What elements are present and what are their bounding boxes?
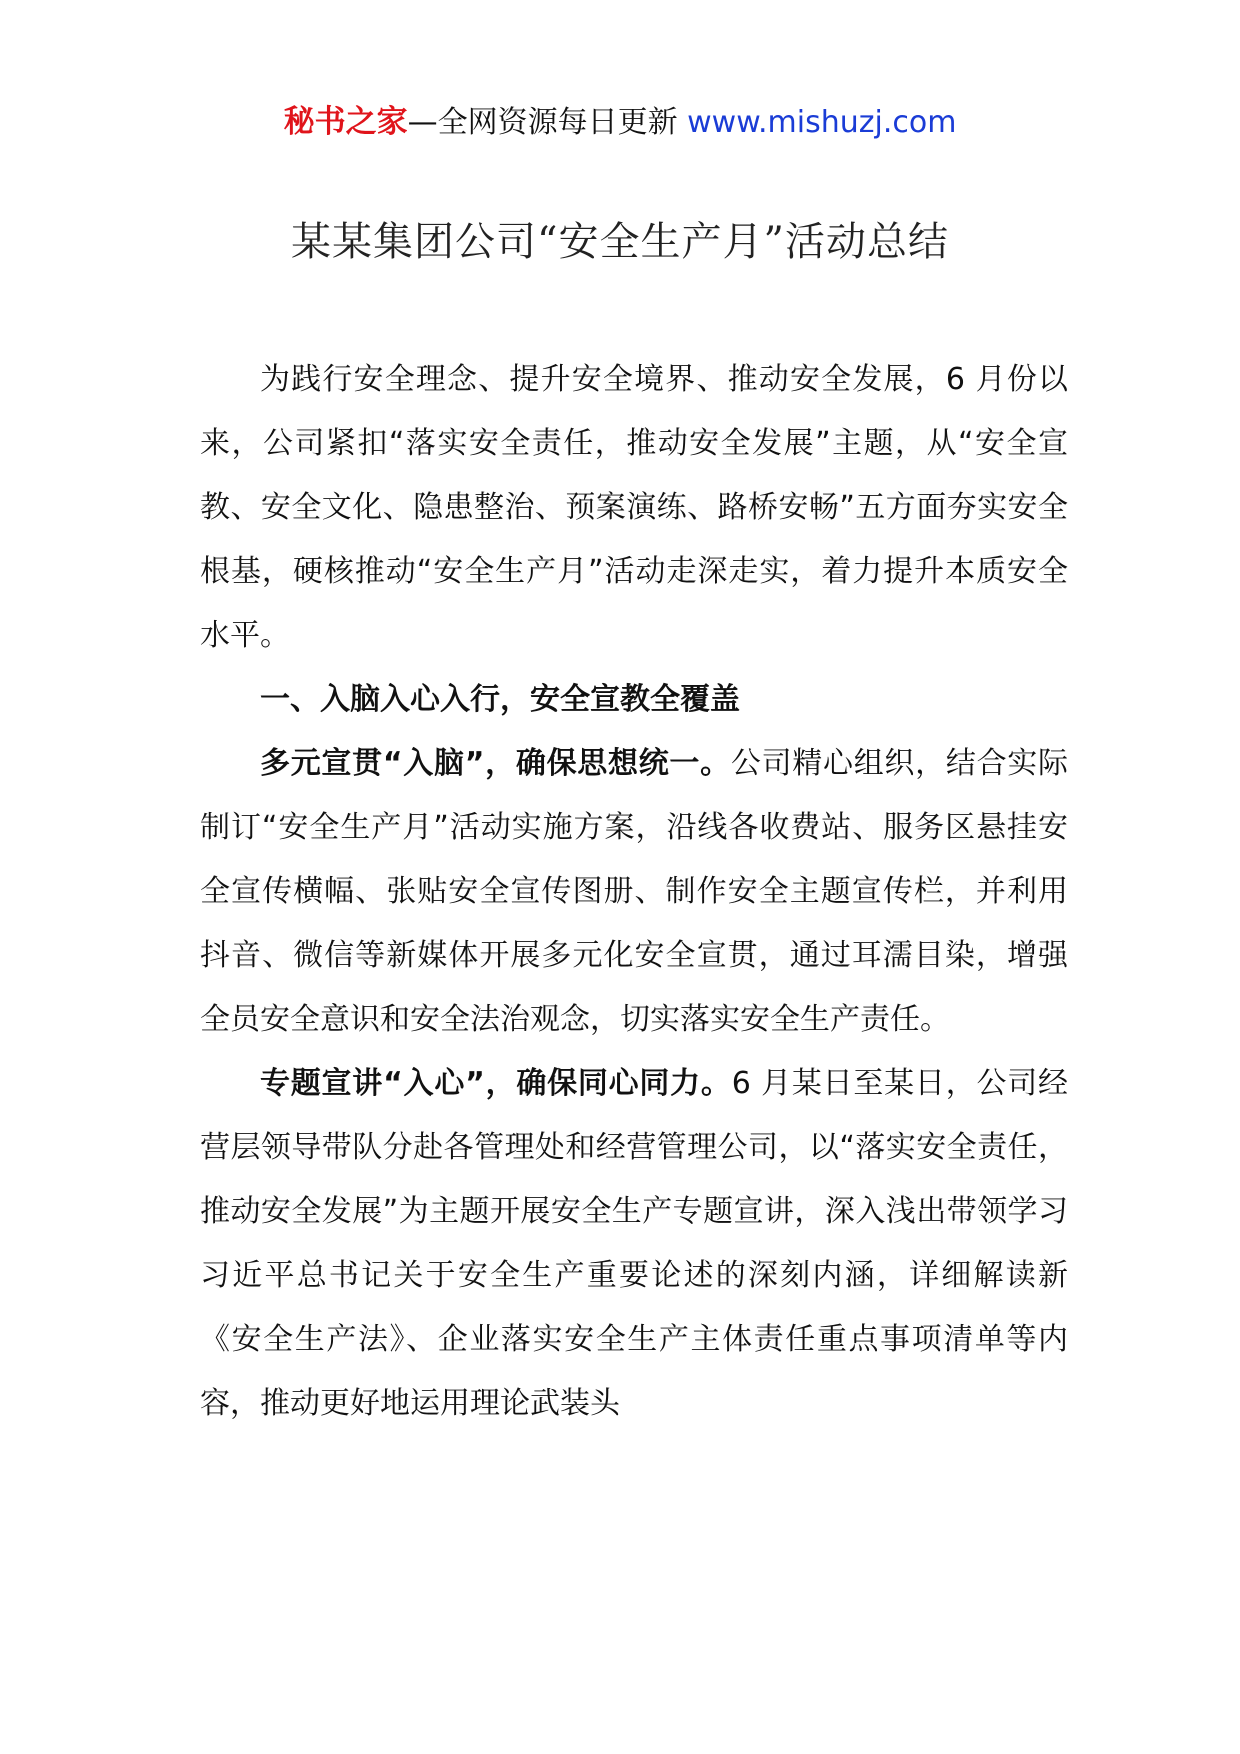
body-paragraph [200,1052,1068,1436]
site-header [0,100,1240,145]
site-url-link[interactable]: www.mishuzj.com [687,105,957,140]
intro-paragraph: 为践行安全理念、提升安全境界、推动安全发展，6 月份以来，公司紧扣“落实安全责任，推动安全发展”主题，从“安全宣教、安全文化、隐患整治、预案演练、路桥安畅”五方面夯实安全根基，硬核推动“安全生产月”活动走深走实，着力提升本质安全水平。 [200,362,1068,653]
paragraph-text: 公司精心组织，结合实际制订“安全生产月”活动实施方案，沿线各收费站、服务区悬挂安全宣传横幅、张贴安全宣传图册、制作安全主题宣传栏，并利用抖音、微信等新媒体开展多元化安全宣贯，通过耳濡目染，增强全员安全意识和安全法治观念，切实落实安全生产责任。 [200,746,1068,1037]
site-slogan: —全网资源每日更新 [407,105,688,140]
paragraph-text: 6 月某日至某日，公司经营层领导带队分赴各管理处和经营管理公司，以“落实安全责任，推动安全发展”为主题开展安全生产专题宣讲，深入浅出带领学习习近平总书记关于安全生产重要论述的深刻内涵，详细解读新《安全生产法》、企业落实安全生产主体责任重点事项清单等内容，推动更好地运用理论武装头 [200,1066,1068,1421]
site-brand: 秘书之家 [283,104,408,140]
paragraph-lead: 专题宣讲“入心”，确保同心同力。 [260,1066,732,1101]
paragraph-lead: 多元宣贯“入脑”，确保思想统一。 [260,746,731,781]
document-body [200,348,1068,1436]
section-heading: 一、入脑入心入行，安全宣教全覆盖 [260,682,740,717]
body-paragraph [200,732,1068,1052]
document-title: 某某集团公司“安全生产月”活动总结 [291,219,949,265]
